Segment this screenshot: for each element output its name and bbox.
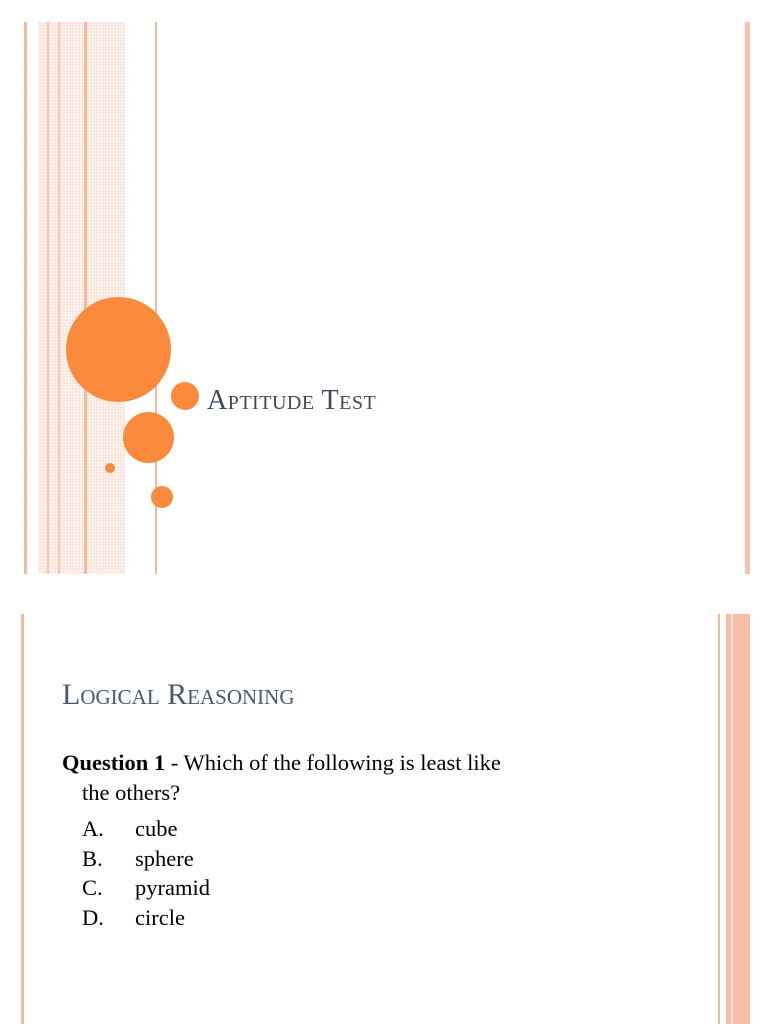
- question-label: Question 1: [62, 750, 166, 775]
- right-stripe-line: [718, 614, 720, 1024]
- question-line-2: the others?: [82, 780, 181, 805]
- right-stripe-band: [726, 614, 750, 1024]
- left-stripe-line: [24, 22, 27, 574]
- option-letter: C.: [82, 875, 103, 900]
- left-stripe-line: [21, 614, 24, 1024]
- answer-option: [82, 903, 210, 933]
- slide-title: Aptitude Test: [207, 385, 377, 416]
- option-text: sphere: [135, 845, 194, 871]
- question-slide: [0, 614, 768, 1024]
- decor-circle-small: [151, 486, 173, 508]
- option-text: cube: [135, 816, 178, 841]
- section-heading: Logical Reasoning: [62, 678, 295, 711]
- option-letter: D.: [82, 904, 104, 930]
- option-text: pyramid: [135, 875, 210, 900]
- option-letter: B.: [82, 845, 103, 871]
- option-text: circle: [135, 904, 185, 930]
- decor-circle-tiny: [105, 463, 115, 473]
- right-stripe-line: [745, 22, 750, 574]
- left-stripe-line: [47, 22, 49, 574]
- left-stripe-line: [58, 22, 60, 574]
- answer-option: [82, 814, 210, 844]
- option-letter: A.: [82, 816, 104, 841]
- answer-option: [82, 844, 210, 874]
- left-stripe-line: [84, 22, 87, 574]
- answer-options: [82, 814, 210, 932]
- right-stripe-line: [731, 614, 733, 1024]
- decor-circle-medium: [123, 412, 174, 463]
- question-line-1: - Which of the following is least like: [165, 750, 501, 775]
- decor-circle-large: [66, 297, 171, 402]
- answer-option: [82, 873, 210, 903]
- decor-circle-small: [171, 382, 199, 410]
- question-text: [62, 748, 662, 808]
